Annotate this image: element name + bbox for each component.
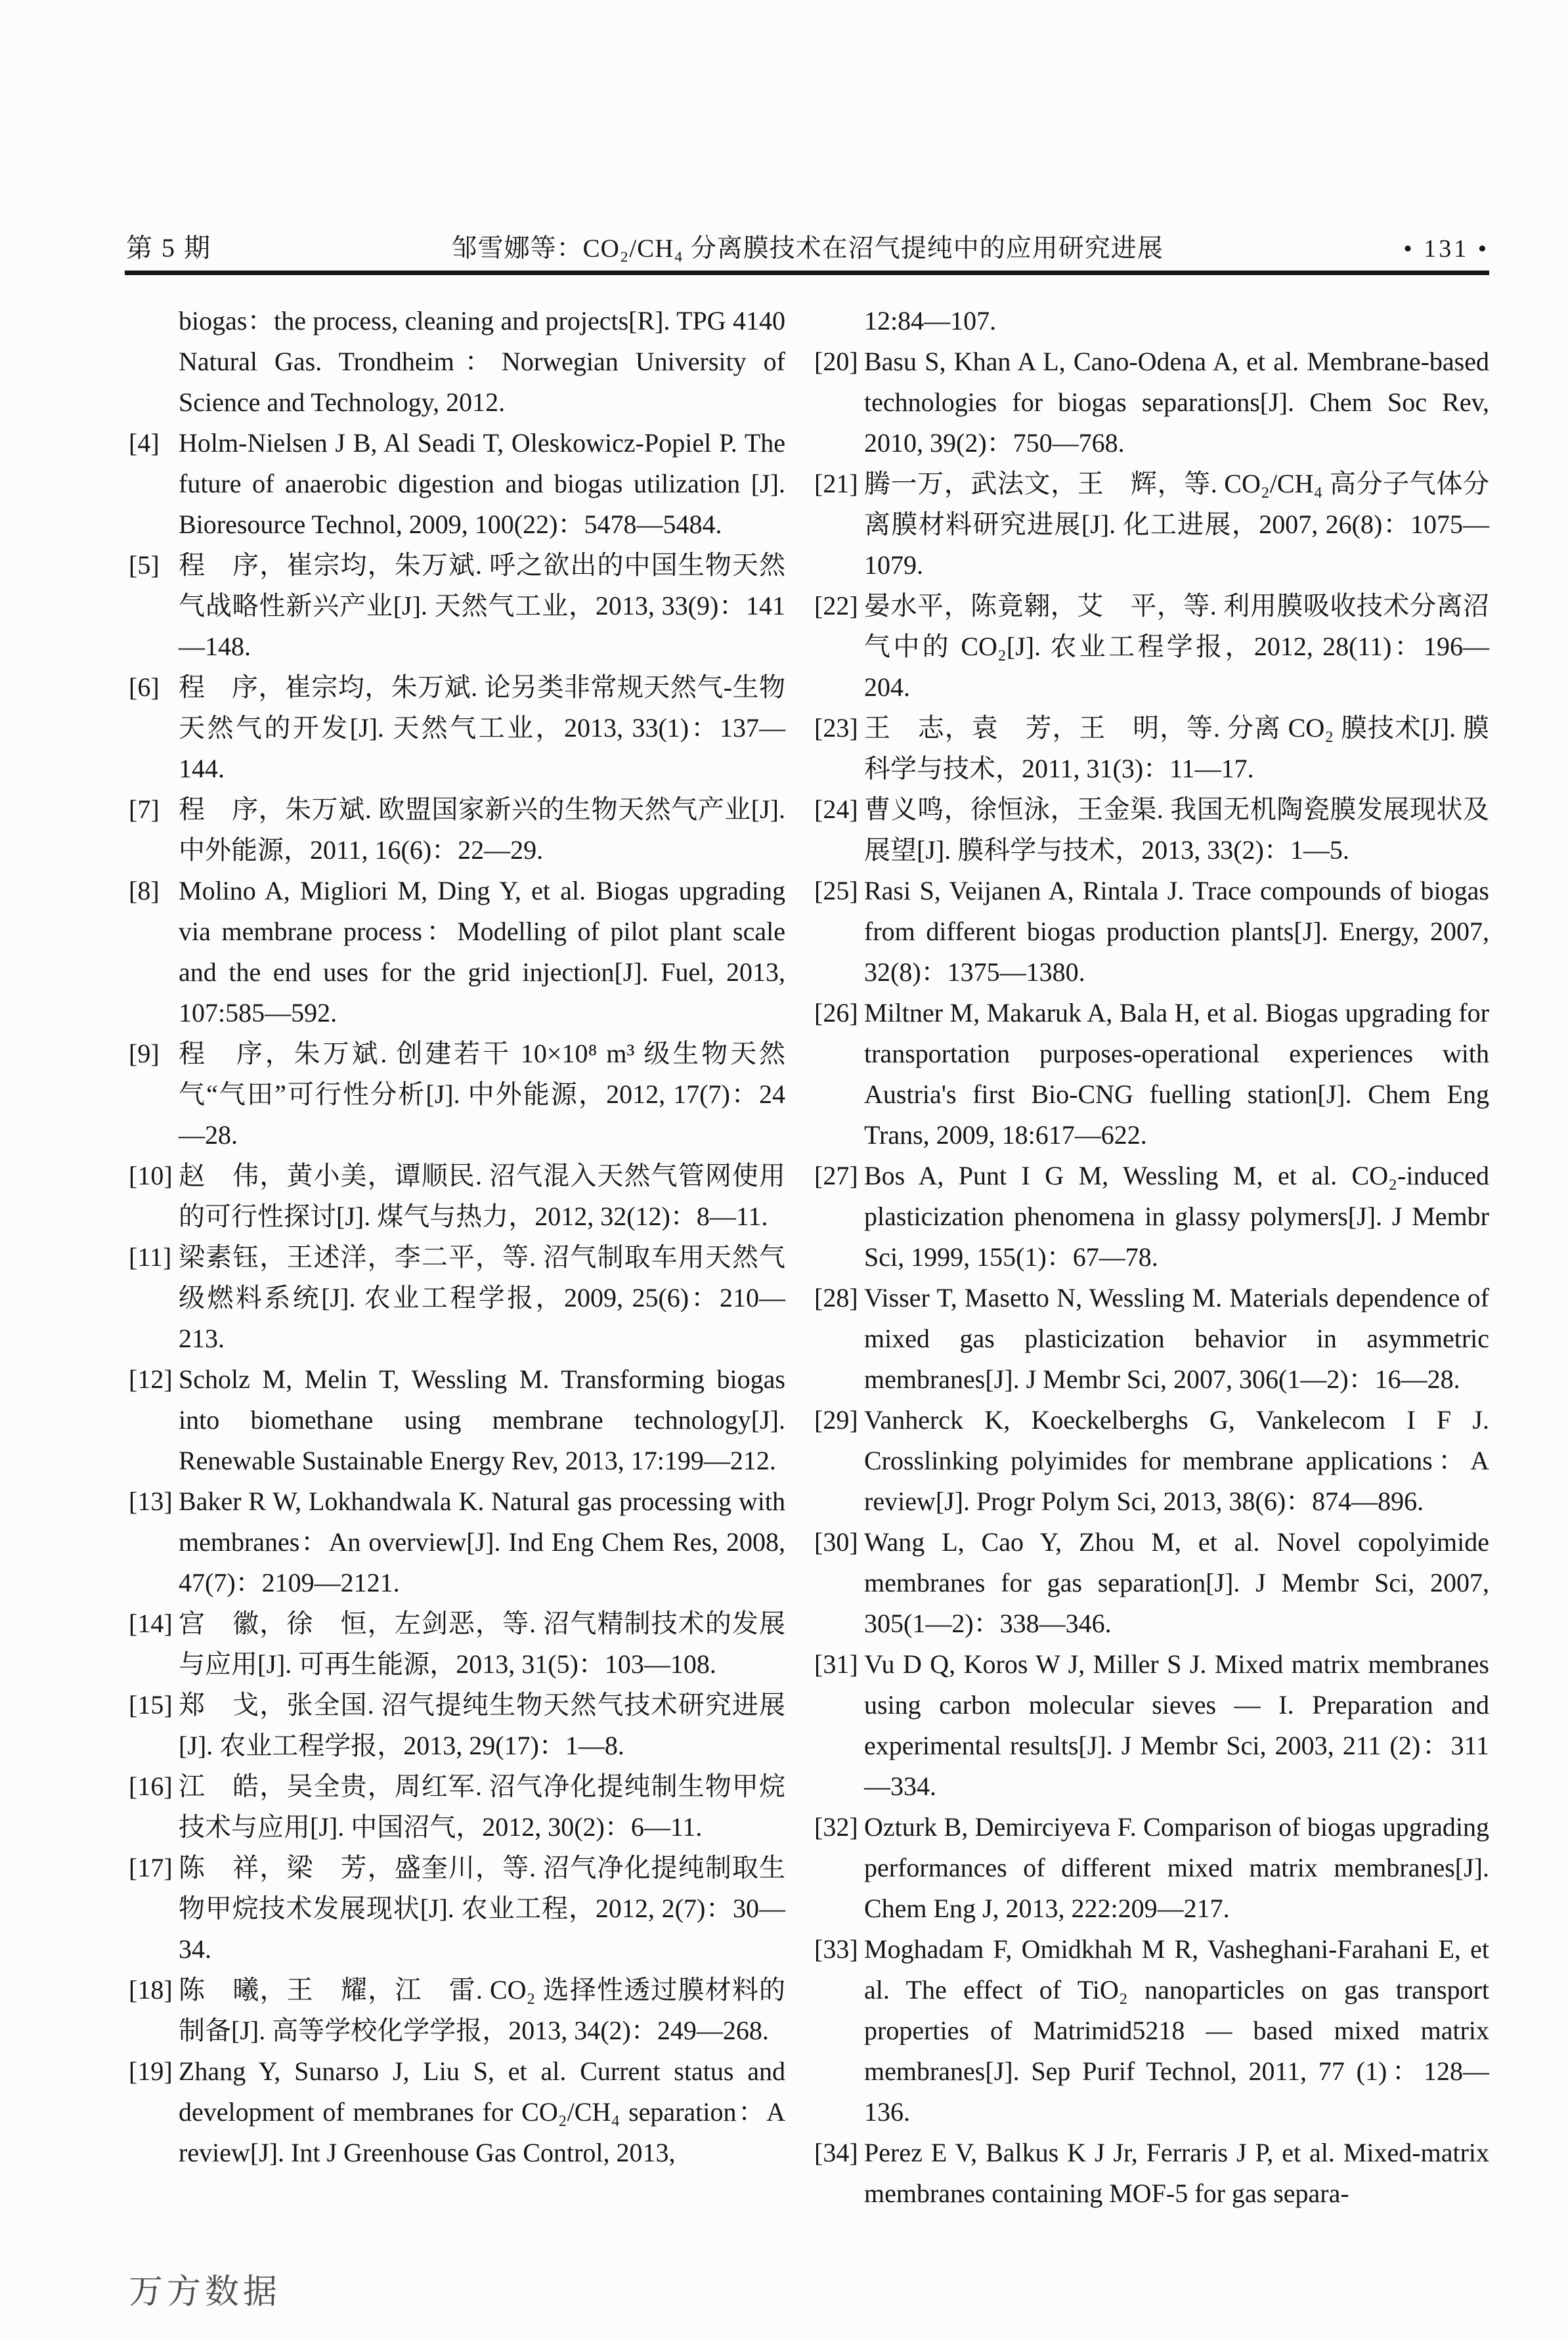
reference-number: [7] [129,794,160,824]
reference-number: [14] [129,1609,173,1638]
reference-item [814,1644,1489,1807]
reference-number: [8] [129,876,160,905]
reference-text: 程 序，崔宗均，朱万斌. 论另类非常规天然气-生物天然气的开发[J]. 天然气工业，2013, 33(1)：137—144. [179,672,785,783]
reference-number: [28] [814,1283,858,1312]
page-header [126,227,1489,265]
reference-text: Visser T, Masetto N, Wessling M. Materials dependence of mixed gas plasticization behavior in asymmetric membranes[J]. J Membr Sci, 2007, 306(1—2)：16—28. [864,1283,1489,1394]
reference-number: [16] [129,1771,173,1801]
reference-text: Molino A, Migliori M, Ding Y, et al. Biogas upgrading via membrane process：Modelling of pilot plant scale and the end uses for the grid injection[J]. Fuel, 2013, 107:585—592. [179,876,785,1028]
reference-item [814,464,1489,586]
reference-number: [25] [814,876,858,905]
references-right-column [814,301,1489,2214]
reference-item [129,1237,785,1359]
reference-item [129,423,785,545]
reference-number: [33] [814,1934,858,1964]
reference-text: Miltner M, Makaruk A, Bala H, et al. Biogas upgrading for transportation purposes-operational experiences with Austria's first Bio-CNG fuelling station[J]. Chem Eng Trans, 2009, 18:617—622. [864,998,1489,1150]
reference-item [129,667,785,789]
reference-text: 程 序，朱万斌. 欧盟国家新兴的生物天然气产业[J]. 中外能源，2011, 16(6)：22—29. [179,794,785,865]
reference-number: [5] [129,550,160,580]
reference-text: 陈 曦，王 耀，江 雷. CO₂ 选择性透过膜材料的制备[J]. 高等学校化学学报，2013, 34(2)：249—268. [179,1975,785,2045]
reference-item [814,708,1489,789]
reference-item [814,341,1489,464]
journal-issue: 第 5 期 [126,233,211,263]
reference-text: Holm-Nielsen J B, Al Seadi T, Oleskowicz-Popiel P. The future of anaerobic digestion and biogas utilization [J]. Bioresource Technol, 2009, 100(22)：5478—5484. [179,428,785,539]
reference-number: [24] [814,794,858,824]
reference-text: 梁素钰，王述洋，李二平，等. 沼气制取车用天然气级燃料系统[J]. 农业工程学报，2009, 25(6)：210—213. [179,1242,785,1353]
reference-number: [11] [129,1242,172,1272]
reference-number: [17] [129,1853,173,1882]
reference-item [129,2051,785,2173]
reference-number: [19] [129,2056,173,2086]
reference-item [814,586,1489,708]
reference-number: [10] [129,1161,173,1190]
reference-number: [29] [814,1405,858,1435]
reference-text: 晏水平，陈竟翱，艾 平，等. 利用膜吸收技术分离沼气中的 CO₂[J]. 农业工程学报，2012, 28(11)：196—204. [864,591,1489,702]
reference-item [129,1359,785,1481]
reference-text: Moghadam F, Omidkhah M R, Vasheghani-Farahani E, et al. The effect of TiO₂ nanoparticles on gas transport properties of Matrimid5218 — based mixed matrix membranes[J]. Sep Purif Technol, 2011, 77 (1)：128—136. [864,1934,1489,2127]
page-number: • 131 • [1403,235,1489,263]
reference-text: 王 志，袁 芳，王 明，等. 分离 CO₂ 膜技术[J]. 膜科学与技术，2011, 31(3)：11—17. [864,713,1489,783]
wanfang-watermark: 万方数据 [129,2274,282,2311]
reference-text: 程 序，崔宗均，朱万斌. 呼之欲出的中国生物天然气战略性新兴产业[J]. 天然气工业，2013, 33(9)：141—148. [179,550,785,661]
reference-number: [26] [814,998,858,1028]
reference-number: [6] [129,672,160,702]
reference-number: [15] [129,1690,173,1720]
reference-number: [31] [814,1649,858,1679]
reference-text: Bos A, Punt I G M, Wessling M, et al. CO₂-induced plasticization phenomena in glassy polymers[J]. J Membr Sci, 1999, 155(1)：67—78. [864,1161,1489,1272]
reference-item [129,1766,785,1848]
reference-item [814,301,1489,341]
reference-item [814,1156,1489,1278]
reference-item [129,1033,785,1156]
reference-text: Perez E V, Balkus K J Jr, Ferraris J P, et al. Mixed-matrix membranes containing MOF-5 for gas separa- [864,2138,1489,2208]
reference-number: [9] [129,1039,160,1068]
reference-number: [18] [129,1975,173,2005]
reference-item [129,1970,785,2051]
reference-text: Vu D Q, Koros W J, Miller S J. Mixed matrix membranes using carbon molecular sieves — I. Preparation and experimental results[J]. J Membr Sci, 2003, 211 (2)：311—334. [864,1649,1489,1801]
reference-item [129,789,785,871]
reference-item [814,993,1489,1156]
reference-number: [34] [814,2138,858,2167]
reference-number: [27] [814,1161,858,1190]
reference-text: 曹义鸣，徐恒泳，王金渠. 我国无机陶瓷膜发展现状及展望[J]. 膜科学与技术，2013, 33(2)：1—5. [864,794,1489,865]
running-title: 邹雪娜等：CO₂/CH₄ 分离膜技术在沼气提纯中的应用研究进展 [451,234,1164,263]
reference-item [814,1278,1489,1400]
reference-text: 郑 戈，张全国. 沼气提纯生物天然气技术研究进展[J]. 农业工程学报，2013, 29(17)：1—8. [179,1690,785,1760]
reference-text: 江 皓，吴全贵，周红军. 沼气净化提纯制生物甲烷技术与应用[J]. 中国沼气，2012, 30(2)：6—11. [179,1771,785,1842]
header-divider-rule [125,271,1489,275]
reference-item [129,1481,785,1603]
reference-text: Vanherck K, Koeckelberghs G, Vankelecom I F J. Crosslinking polyimides for membrane applications：A review[J]. Progr Polym Sci, 2013, 38(6)：874—896. [864,1405,1489,1516]
reference-number: [21] [814,469,858,498]
reference-number: [32] [814,1812,858,1842]
reference-item [129,1156,785,1237]
reference-item [129,1685,785,1766]
references-left-column [129,301,785,2173]
reference-text: Rasi S, Veijanen A, Rintala J. Trace compounds of biogas from different biogas production plants[J]. Energy, 2007, 32(8)：1375—1380. [864,876,1489,987]
reference-item [814,871,1489,993]
reference-number: [20] [814,347,858,376]
reference-item [814,1400,1489,1522]
reference-item [814,789,1489,871]
reference-number: [4] [129,428,160,458]
reference-text: 宫 徽，徐 恒，左剑恶，等. 沼气精制技术的发展与应用[J]. 可再生能源，2013, 31(5)：103—108. [179,1609,785,1679]
reference-item [129,1603,785,1685]
reference-item [129,871,785,1033]
reference-text: biogas：the process, cleaning and projects[R]. TPG 4140 Natural Gas. Trondheim：Norwegian University of Science and Technology, 2012. [179,306,785,417]
reference-number: [22] [814,591,858,620]
reference-text: Ozturk B, Demirciyeva F. Comparison of biogas upgrading performances of different mixed matrix membranes[J]. Chem Eng J, 2013, 222:209—217. [864,1812,1489,1923]
reference-item [814,1929,1489,2133]
reference-text: Wang L, Cao Y, Zhou M, et al. Novel copolyimide membranes for gas separation[J]. J Membr Sci, 2007, 305(1—2)：338—346. [864,1527,1489,1638]
reference-item [129,545,785,667]
reference-text: Scholz M, Melin T, Wessling M. Transforming biogas into biomethane using membrane technology[J]. Renewable Sustainable Energy Rev, 2013, 17:199—212. [179,1364,785,1475]
reference-number: [12] [129,1364,173,1394]
reference-text: Zhang Y, Sunarso J, Liu S, et al. Current status and development of membranes for CO₂/CH₄ separation：A review[J]. Int J Greenhouse Gas Control, 2013, [179,2056,785,2167]
reference-item [129,1848,785,1970]
reference-text: Baker R W, Lokhandwala K. Natural gas processing with membranes：An overview[J]. Ind Eng Chem Res, 2008, 47(7)：2109—2121. [179,1486,785,1597]
reference-text: 陈 祥，梁 芳，盛奎川，等. 沼气净化提纯制取生物甲烷技术发展现状[J]. 农业工程，2012, 2(7)：30—34. [179,1853,785,1964]
reference-text: 赵 伟，黄小美，谭顺民. 沼气混入天然气管网使用的可行性探讨[J]. 煤气与热力，2012, 32(12)：8—11. [179,1161,785,1231]
reference-item [129,301,785,423]
reference-number: [13] [129,1486,173,1516]
reference-number: [23] [814,713,858,743]
reference-text: 12:84—107. [864,306,997,336]
reference-item [814,1522,1489,1644]
reference-item [814,1807,1489,1929]
reference-number: [30] [814,1527,858,1557]
reference-text: Basu S, Khan A L, Cano-Odena A, et al. Membrane-based technologies for biogas separations[J]. Chem Soc Rev, 2010, 39(2)：750—768. [864,347,1489,458]
reference-item [814,2133,1489,2214]
reference-text: 程 序，朱万斌. 创建若干 10×10⁸ m³ 级生物天然气“气田”可行性分析[J]. 中外能源，2012, 17(7)：24—28. [179,1039,785,1150]
reference-text: 腾一万，武法文，王 辉，等. CO₂/CH₄ 高分子气体分离膜材料研究进展[J]. 化工进展，2007, 26(8)：1075—1079. [864,469,1489,580]
